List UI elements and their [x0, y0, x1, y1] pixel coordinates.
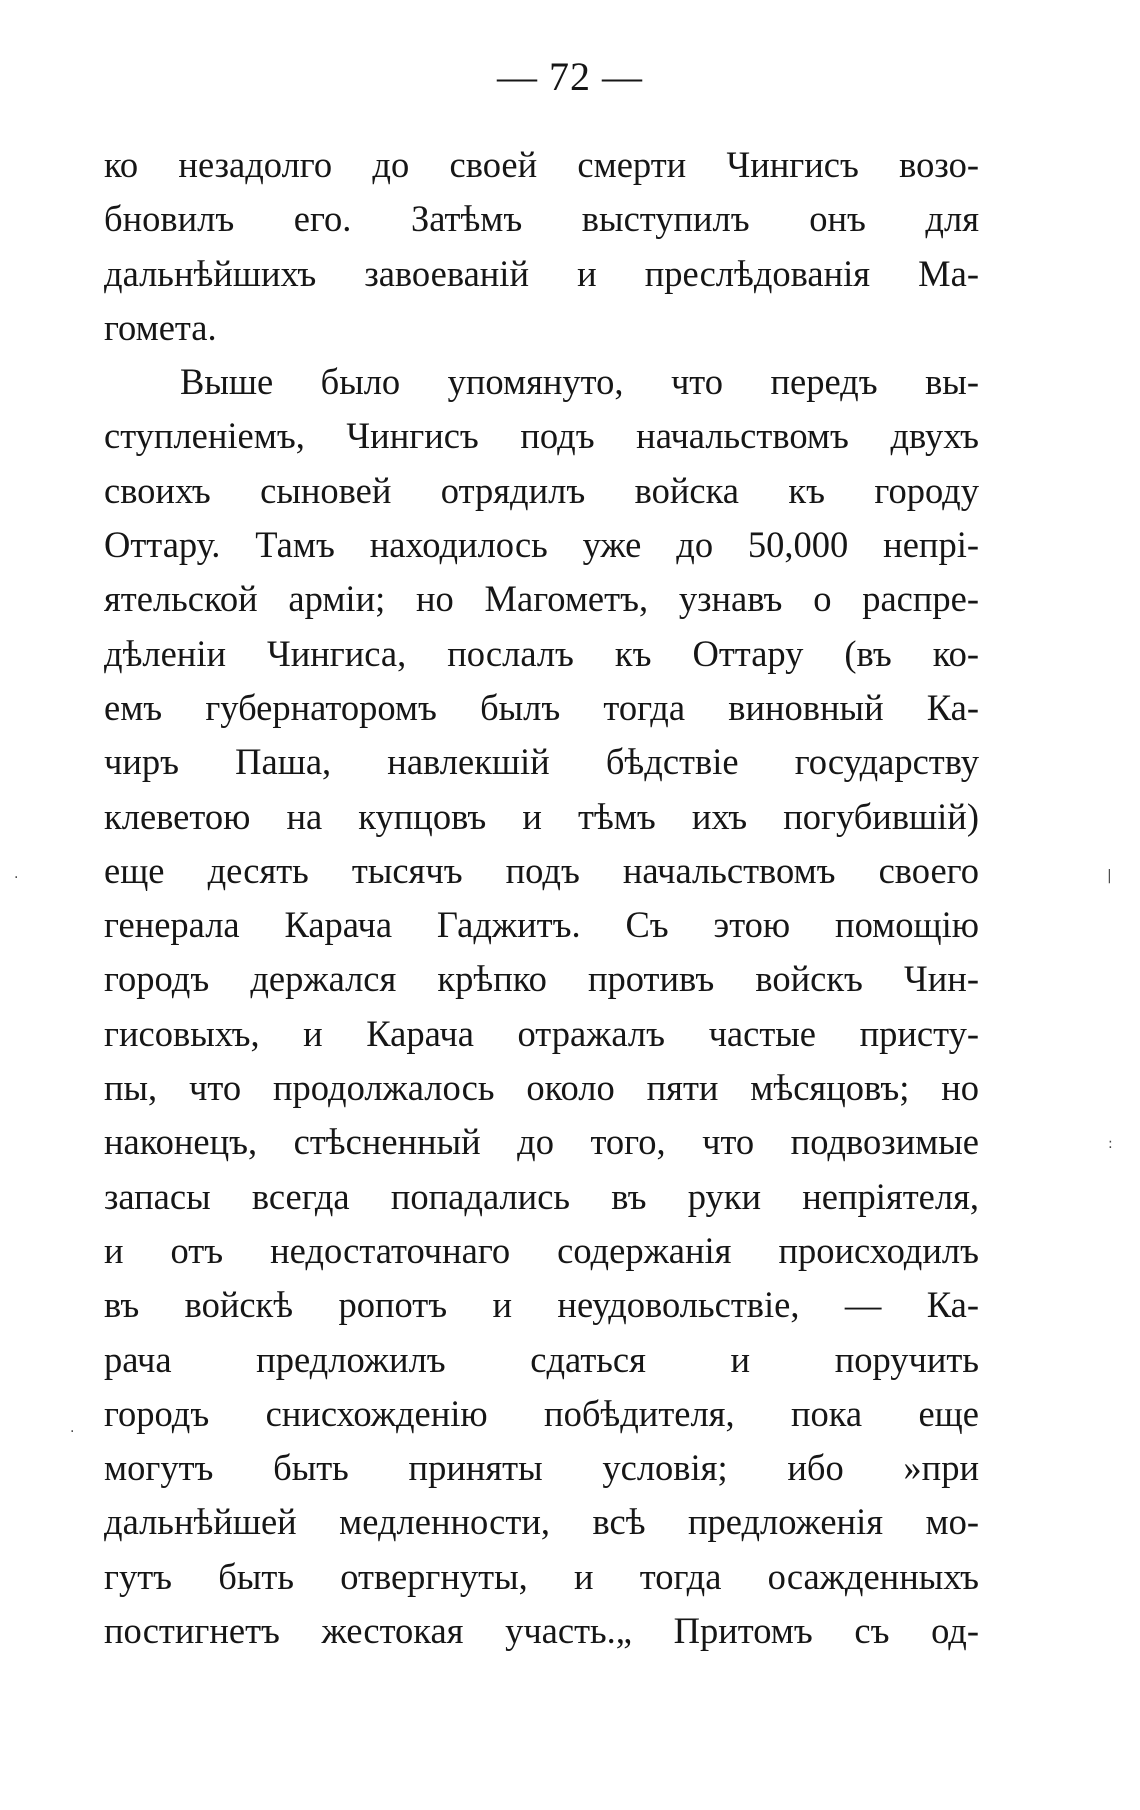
text-line: бновилъ его. Затѣмъ выступилъ онъ для	[104, 198, 979, 240]
text-line: Оттару. Тамъ находилось уже до 50,000 непрі-	[104, 524, 979, 566]
text-line: постигнетъ жестокая участь.„ Притомъ съ од-	[104, 1610, 979, 1652]
text-line: рача предложилъ сдаться и поручить	[104, 1338, 979, 1380]
text-line: ко незадолго до своей смерти Чингисъ возо-	[104, 144, 979, 185]
text-line: емъ губернаторомъ былъ тогда виновный Ка-	[104, 686, 979, 728]
text-line: гомета.	[104, 306, 217, 348]
text-line: наконецъ, стѣсненный до того, что подвозимые	[104, 1121, 979, 1163]
text-line: дальнѣйшихъ завоеваній и преслѣдованія Ма-	[104, 252, 979, 294]
page-number-header: — 72 —	[497, 54, 643, 99]
scan-speck: ·	[70, 1424, 75, 1440]
text-line: дальнѣйшей медленности, всѣ предложенія мо-	[104, 1501, 979, 1543]
text-line: въ войскѣ ропотъ и неудовольствіе, — Ка-	[104, 1284, 979, 1326]
text-line: запасы всегда попадались въ руки непріятеля,	[104, 1175, 979, 1217]
text-line: своихъ сыновей отрядилъ войска къ городу	[104, 469, 979, 511]
text-line: и отъ недостаточнаго содержанія происходилъ	[104, 1229, 979, 1271]
text-line: клеветою на купцовъ и тѣмъ ихъ погубившій)	[104, 795, 979, 837]
text-line: гисовыхъ, и Карача отражалъ частые присту-	[104, 1012, 979, 1054]
text-line: могутъ быть приняты условія; ибо »при	[104, 1447, 979, 1489]
text-line: городъ снисхожденію побѣдителя, пока еще	[104, 1392, 979, 1434]
text-line: генерала Карача Гаджитъ. Съ этою помощію	[104, 904, 979, 946]
text-line: гутъ быть отвергнуты, и тогда осажденныхъ	[104, 1555, 979, 1597]
text-line: еще десять тысячъ подъ начальствомъ своего	[104, 849, 979, 891]
text-line: пы, что продолжалось около пяти мѣсяцовъ; но	[104, 1067, 979, 1109]
scan-speck: :	[1108, 1136, 1113, 1152]
text-line: дѣленіи Чингиса, послалъ къ Оттару (въ ко-	[104, 632, 979, 674]
text-line: городъ держался крѣпко противъ войскъ Чин-	[104, 958, 979, 1000]
scan-speck: ·	[14, 870, 19, 886]
text-line: ступленіемъ, Чингисъ подъ начальствомъ двухъ	[104, 415, 979, 457]
text-line: чиръ Паша, навлекшій бѣдствіе государству	[104, 741, 979, 783]
scan-speck: |	[1107, 868, 1112, 884]
text-line: ятельской арміи; но Магометъ, узнавъ о распре-	[104, 578, 979, 620]
paragraph-first-line: Выше было упомянуто, что передъ вы-	[180, 361, 979, 403]
body-text	[104, 138, 979, 1658]
